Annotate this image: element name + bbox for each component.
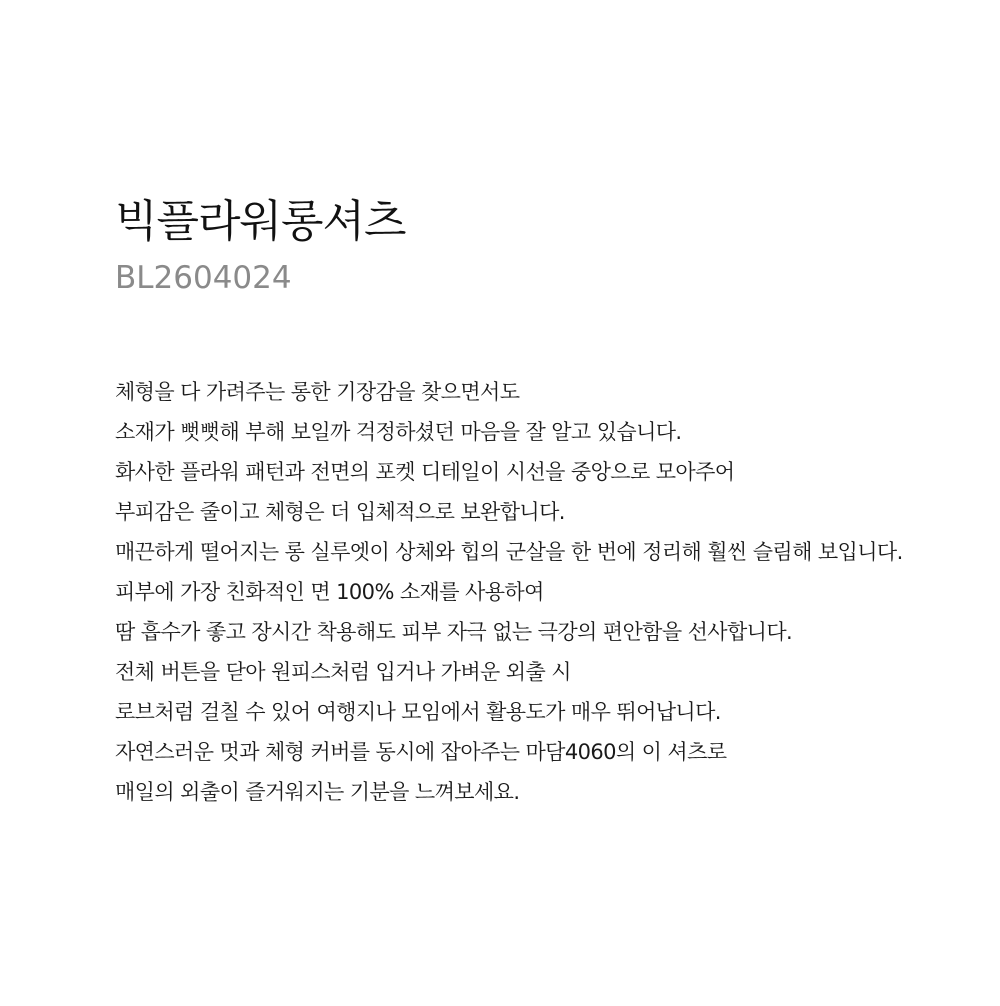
description-line: 매끈하게 떨어지는 롱 실루엣이 상체와 힙의 군살을 한 번에 정리해 훨씬 슬림해 보입니다. [115, 540, 903, 564]
description-line: 자연스러운 멋과 체형 커버를 동시에 잡아주는 마담4060의 이 셔츠로 [115, 740, 727, 764]
description-line: 체형을 다 가려주는 롱한 기장감을 찾으면서도 [115, 380, 520, 404]
description-line: 매일의 외출이 즐거워지는 기분을 느껴보세요. [115, 780, 520, 804]
description-line: 부피감은 줄이고 체형은 더 입체적으로 보완합니다. [115, 500, 565, 524]
description-line: 전체 버튼을 닫아 원피스처럼 입거나 가벼운 외출 시 [115, 660, 571, 684]
product-code: BL2604024 [115, 260, 292, 296]
product-description [115, 372, 903, 812]
description-line: 화사한 플라워 패턴과 전면의 포켓 디테일이 시선을 중앙으로 모아주어 [115, 460, 735, 484]
description-line: 로브처럼 걸칠 수 있어 여행지나 모임에서 활용도가 매우 뛰어납니다. [115, 700, 721, 724]
description-line: 땀 흡수가 좋고 장시간 착용해도 피부 자극 없는 극강의 편안함을 선사합니다. [115, 620, 793, 644]
description-line: 피부에 가장 친화적인 면 100% 소재를 사용하여 [115, 580, 544, 604]
product-title: 빅플라워롱셔츠 [115, 196, 406, 247]
description-line: 소재가 뻣뻣해 부해 보일까 걱정하셨던 마음을 잘 알고 있습니다. [115, 420, 682, 444]
